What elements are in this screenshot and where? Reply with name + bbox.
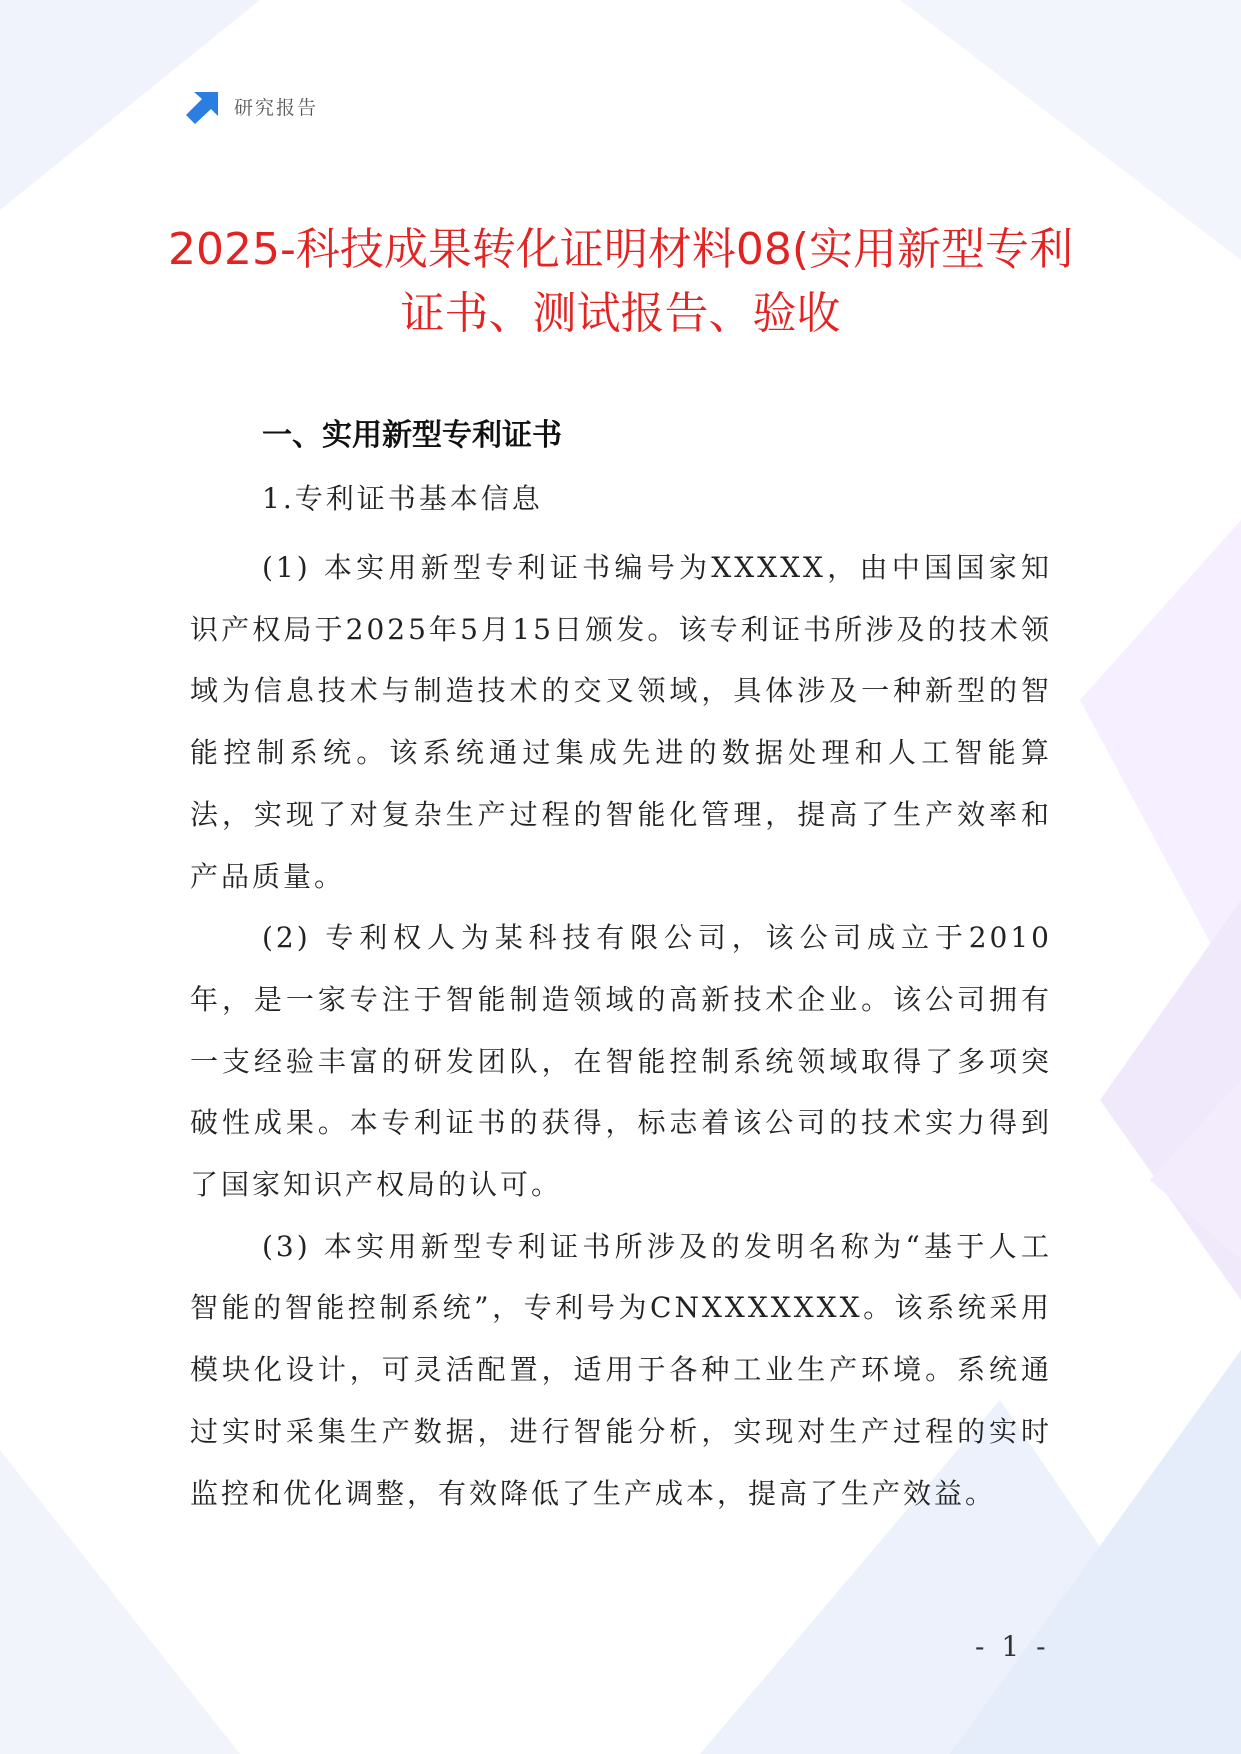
arrow-up-right-icon <box>186 88 222 124</box>
subsection-heading: 1.专利证书基本信息 <box>262 482 543 515</box>
brand-label: 研究报告 <box>234 96 319 119</box>
paragraph-2: (2) 专利权人为某科技有限公司，该公司成立于2010年，是一家专注于智能制造领域的高新技术企业。该公司拥有一支经验丰富的研发团队，在智能控制系统领域取得了多项突破性成果。本专利证书的获得，标志着该公司的技术实力得到了国家知识产权局的认可。 <box>190 921 1052 1202</box>
section-heading: 一、实用新型专利证书 <box>262 418 562 453</box>
page-title: 2025-科技成果转化证明材料08(实用新型专利证书、测试报告、验收 <box>167 224 1073 339</box>
page-number: - 1 - <box>975 1630 1050 1663</box>
brand-header <box>186 88 318 124</box>
paragraph-1: (1) 本实用新型专利证书编号为XXXXX，由中国国家知识产权局于2025年5月15日颁发。该专利证书所涉及的技术领域为信息技术与制造技术的交叉领域，具体涉及一种新型的智能控制系统。该系统通过集成先进的数据处理和人工智能算法，实现了对复杂生产过程的智能化管理，提高了生产效率和产品质量。 <box>190 551 1052 893</box>
document-body <box>190 415 1052 1524</box>
paragraph-3: (3) 本实用新型专利证书所涉及的发明名称为“基于人工智能的智能控制系统”，专利号为CNXXXXXXX。该系统采用模块化设计，可灵活配置，适用于各种工业生产环境。系统通过实时采集生产数据，进行智能分析，实现对生产过程的实时监控和优化调整，有效降低了生产成本，提高了生产效益。 <box>190 1229 1052 1510</box>
